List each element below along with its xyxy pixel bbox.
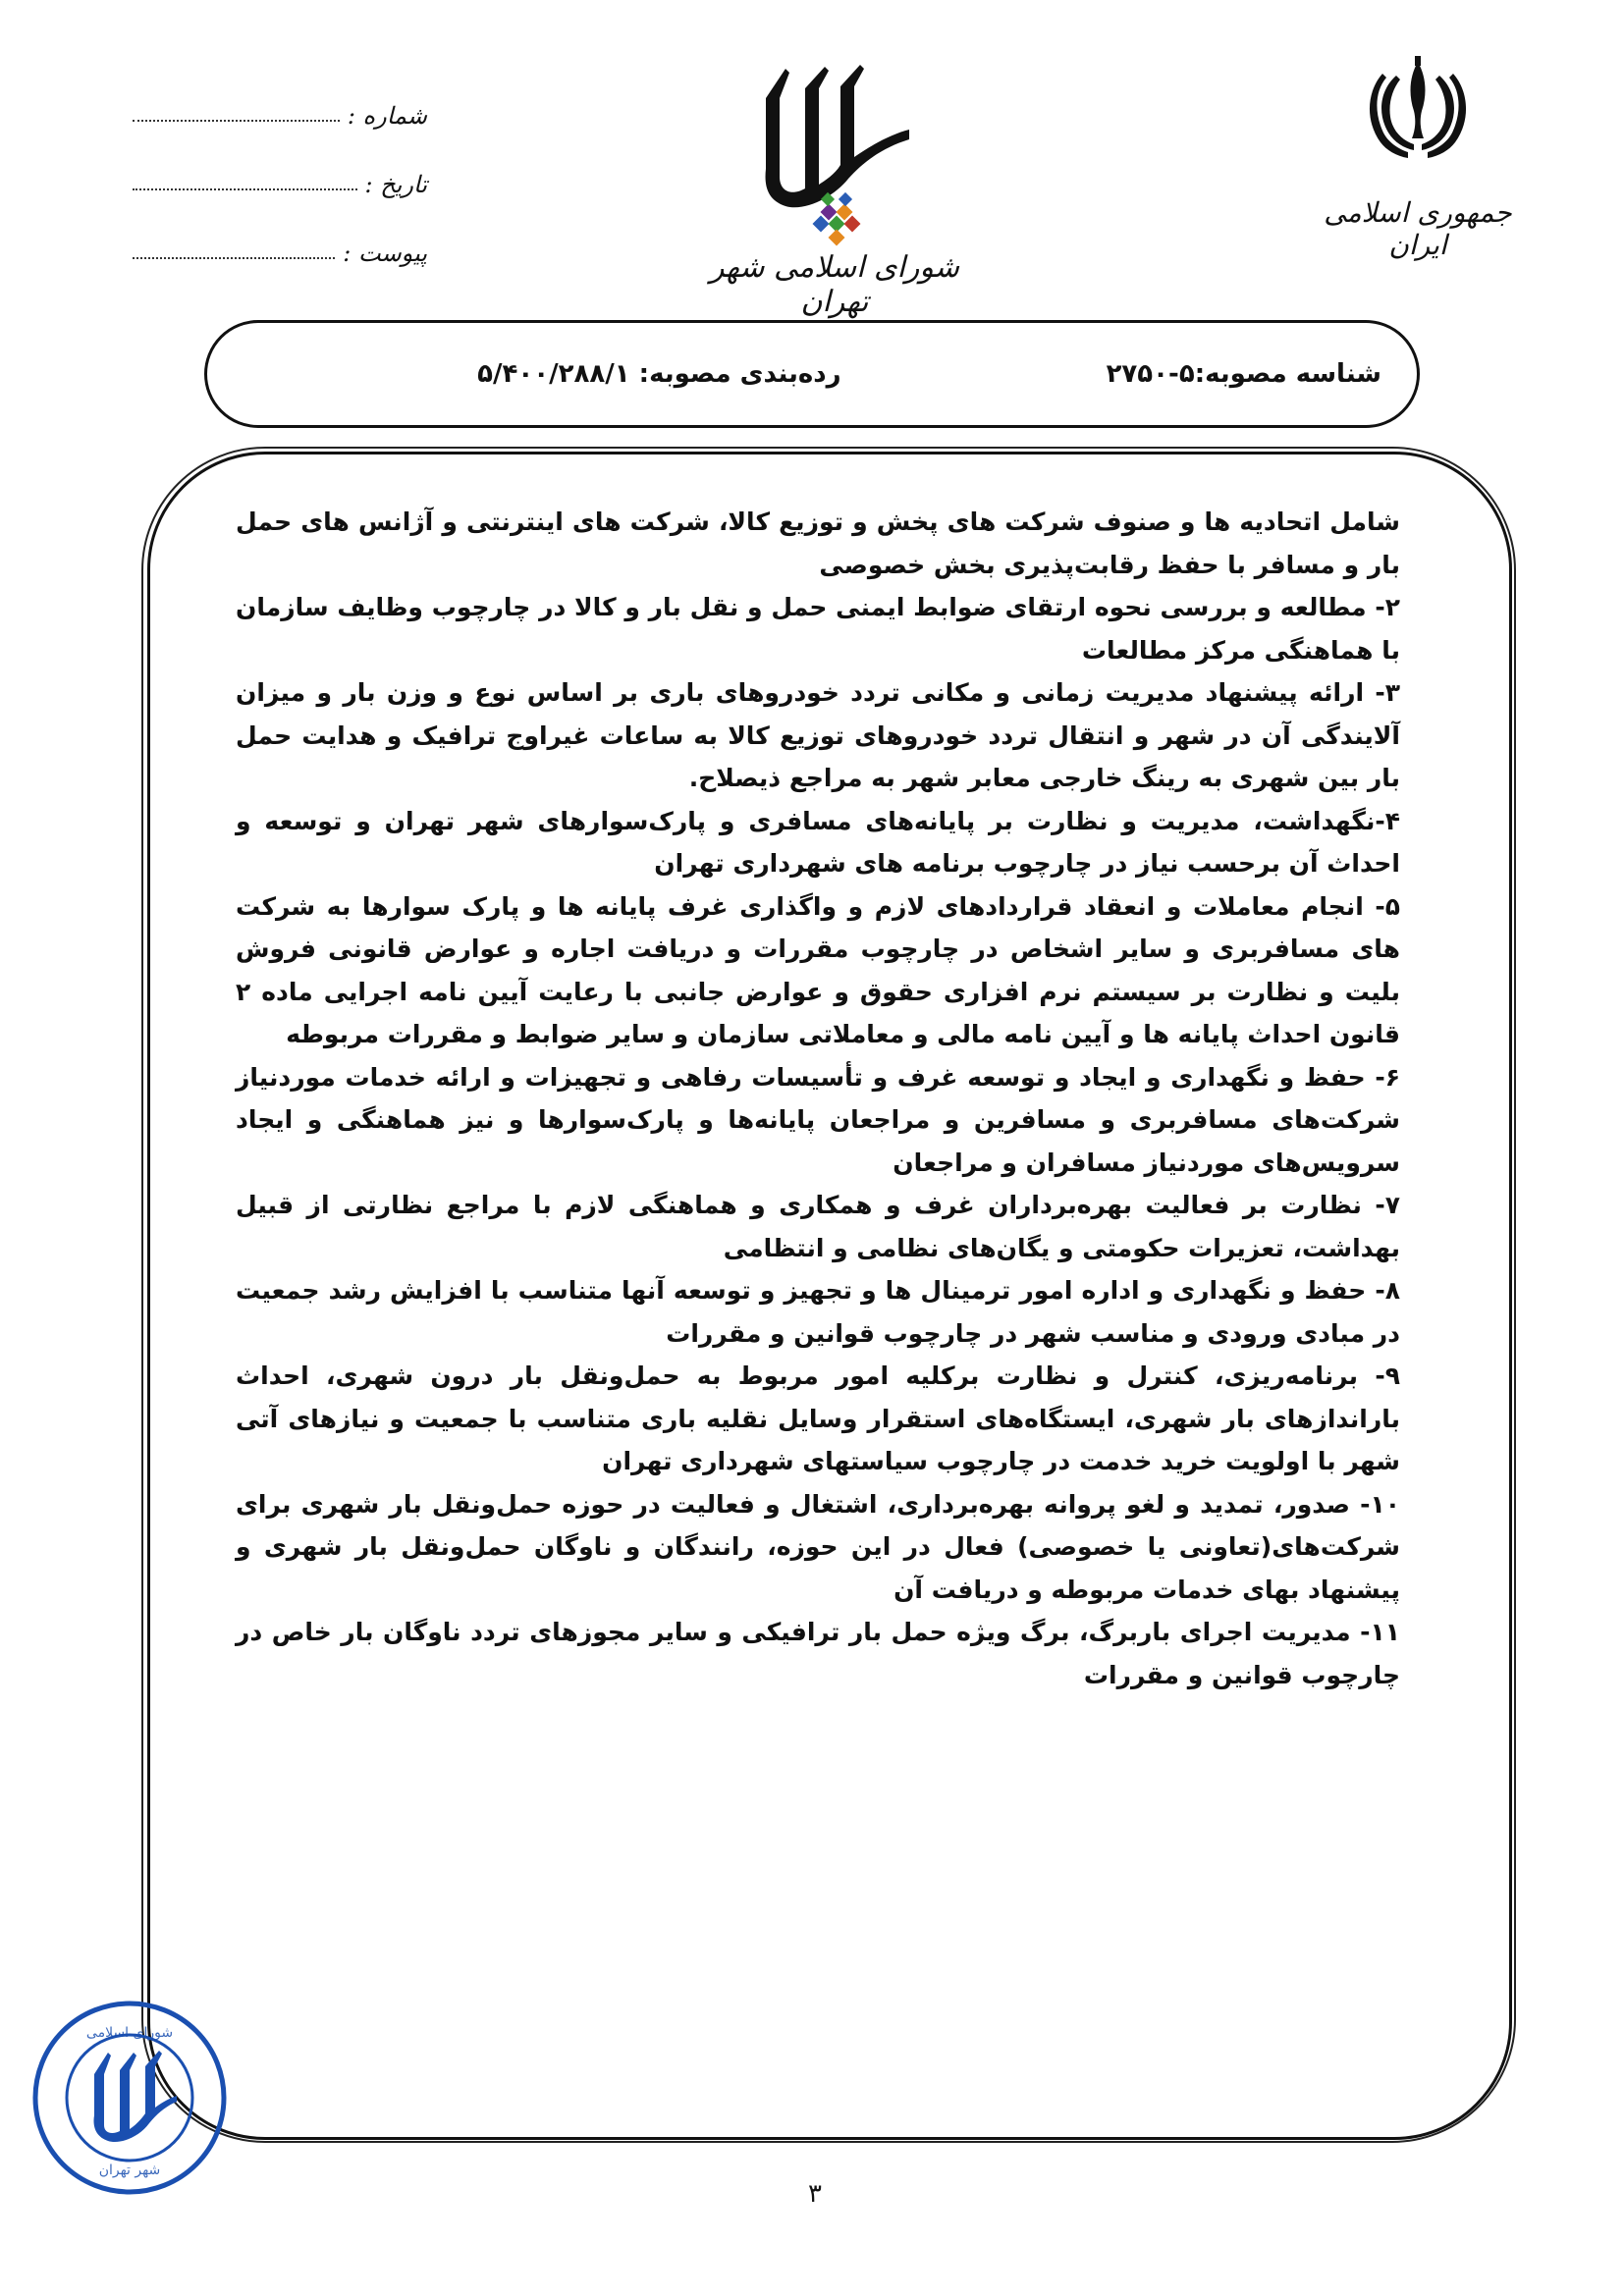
date-blank [133, 187, 357, 190]
attachment-field [133, 226, 427, 267]
number-field [133, 88, 427, 130]
paragraph-item-9: ۹- برنامه‌ریزی، کنترل و نظارت برکلیه امور مربوط به حمل‌ونقل بار درون شهری، احداث باراندازهای بار شهری، ایستگاه‌های استقرار وسایل نقلیه باری متناسب با جمعیت و نیازهای آتی شهر با اولویت خرید خدمت در چارچوب سیاستهای شهرداری تهران [236, 1362, 1400, 1475]
council-seal-stamp [29, 1998, 231, 2199]
paragraph-item-10: ۱۰- صدور، تمدید و لغو پروانه بهره‌برداری، اشتغال و فعالیت در حوزه حمل‌ونقل بار شهری برای شرکت‌های(تعاونی یا خصوصی) فعال در این حوزه، رانندگان و ناوگان حمل‌ونقل بار شهری و پیشنهاد بهای خدمات مربوطه و دریافت آن [236, 1489, 1400, 1604]
svg-text:شهر تهران: شهر تهران [98, 2163, 161, 2178]
council-name: شورای اسلامی شهر تهران [710, 250, 959, 319]
republic-label: جمهوری اسلامی ایران [1324, 196, 1512, 261]
reference-fields [133, 88, 427, 294]
page-number: ۳ [808, 2179, 822, 2209]
resolution-id: شناسه مصوبه:۵-۲۷۵۰ [1106, 359, 1381, 389]
letterhead [0, 0, 1624, 324]
number-label: شماره : [347, 102, 427, 130]
date-field [133, 157, 427, 198]
iran-emblem-icon [1359, 54, 1477, 162]
resolution-classification: رده‌بندی مصوبه: ۵/۴۰۰/۲۸۸/۱ [477, 359, 841, 389]
paragraph-item-5: ۵- انجام معاملات و انعقاد قراردادهای لازم و واگذاری غرف پایانه ها و پارک سوارها به شرکت های مسافربری و سایر اشخاص در چارچوب مقررات و دریافت اجاره و عوارض قانونی فروش بلیت و نظارت بر سیستم نرم افزاری حقوق و عوارض جانبی با رعایت آیین نامه اجرایی ماده ۲ قانون احداث پایانه ها و آیین نامه مالی و معاملاتی سازمان و سایر ضوابط و مقررات مربوطه [236, 891, 1400, 1048]
paragraph-item-11: ۱۱- مدیریت اجرای باربرگ، برگ ویژه حمل بار ترافیکی و سایر مجوزهای تردد ناوگان بار خاص در چارچوب قوانین و مقررات [236, 1618, 1400, 1689]
number-blank [133, 119, 340, 122]
svg-text:شورای اسلامی: شورای اسلامی [85, 2025, 174, 2041]
attachment-label: پیوست : [343, 240, 427, 267]
paragraph-item-2: ۲- مطالعه و بررسی نحوه ارتقای ضوابط ایمنی حمل و نقل بار و کالا در چارچوب وظایف سازمان با هماهنگی مرکز مطالعات [236, 593, 1400, 665]
paragraph-continuation: شامل اتحادیه ها و صنوف شرکت های پخش و توزیع کالا، شرکت های اینترنتی و آژانس های حمل بار و مسافر با حفظ رقابت‌پذیری بخش خصوصی [236, 507, 1400, 579]
date-label: تاریخ : [364, 171, 427, 198]
paragraph-item-6: ۶- حفظ و نگهداری و ایجاد و توسعه غرف و تأسیسات رفاهی و تجهیزات و ارائه خدمات موردنیاز شرکت‌های مسافربری و مسافرین و مراجعان پایانه‌ها و پارک‌سوارها و نیز هماهنگی و ایجاد سرویس‌های موردنیاز مسافران و مراجعان [236, 1062, 1400, 1177]
attachment-blank [133, 256, 335, 259]
paragraph-item-7: ۷- نظارت بر فعالیت بهره‌برداران غرف و همکاری و هماهنگی لازم با مراجع نظارتی از قبیل بهداشت، تعزیرات حکومتی و یگان‌های نظامی و انتظامی [236, 1191, 1400, 1262]
paragraph-item-8: ۸- حفظ و نگهداری و اداره امور ترمینال ها و تجهیز و توسعه آنها متناسب با افزایش رشد جمعیت در مبادی ورودی و مناسب شهر در چارچوب قوانین و مقررات [236, 1276, 1400, 1348]
resolution-id-box [204, 320, 1420, 428]
paragraph-item-4: ۴-نگهداشت، مدیریت و نظارت بر پایانه‌های مسافری و پارک‌سوارهای شهر تهران و توسعه و احداث آن برحسب نیاز در چارچوب برنامه های شهرداری تهران [236, 806, 1400, 878]
paragraph-item-3: ۳- ارائه پیشنهاد مدیریت زمانی و مکانی تردد خودروهای باری بر اساس نوع و وزن بار و میزان آلایندگی آن در شهر و انتقال تردد خودروهای توزیع کالا به ساعات غیراوج ترافیک و هدایت حمل بار بین شهری به رینگ خارجی معابر شهر به مراجع ذیصلاح. [236, 678, 1400, 792]
resolution-body [236, 501, 1400, 1696]
council-logo-icon [746, 59, 913, 255]
